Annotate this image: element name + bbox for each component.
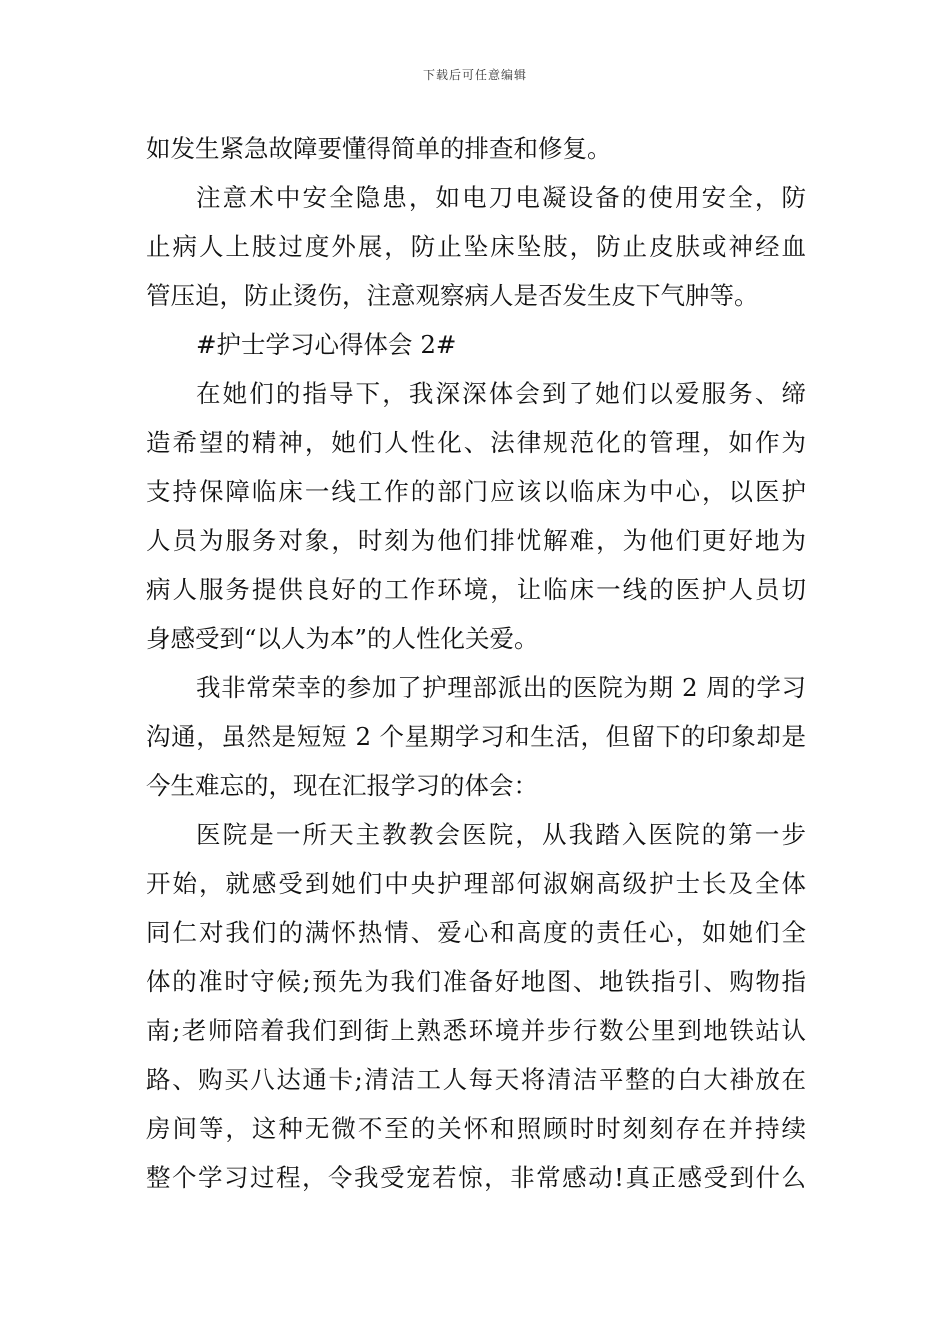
text-line: 注意术中安全隐患，如电刀电凝设备的使用安全，防: [196, 183, 806, 212]
text-line: 在她们的指导下，我深深体会到了她们以爱服务、缔: [196, 379, 806, 408]
document-body: [146, 124, 806, 1202]
page-header: 下载后可任意编辑: [422, 68, 527, 82]
text-line: 南;老师陪着我们到街上熟悉环境并步行数公里到地铁站认: [146, 1016, 806, 1045]
text-line: #护士学习心得体会 2#: [196, 330, 457, 359]
text-line: 开始，就感受到她们中央护理部何淑娴高级护士长及全体: [146, 869, 806, 898]
text-line: 管压迫，防止烫伤，注意观察病人是否发生皮下气肿等。: [146, 281, 759, 310]
text-line: 路、购买八达通卡;清洁工人每天将清洁平整的白大褂放在: [146, 1065, 806, 1094]
text-line: 医院是一所天主教教会医院，从我踏入医院的第一步: [196, 820, 806, 849]
text-line: 我非常荣幸的参加了护理部派出的医院为期 2 周的学习: [196, 673, 806, 702]
text-line: 房间等，这种无微不至的关怀和照顾时时刻刻存在并持续: [146, 1114, 806, 1143]
text-line: 身感受到“以人为本”的人性化关爱。: [146, 624, 539, 653]
text-line: 止病人上肢过度外展，防止坠床坠肢，防止皮肤或神经血: [146, 232, 806, 261]
text-line: 同仁对我们的满怀热情、爱心和高度的责任心，如她们全: [146, 918, 806, 947]
text-line: 今生难忘的，现在汇报学习的体会：: [146, 771, 538, 800]
text-line: 体的准时守候;预先为我们准备好地图、地铁指引、购物指: [146, 967, 806, 996]
text-line: 造希望的精神，她们人性化、法律规范化的管理，如作为: [146, 428, 806, 457]
text-line: 如发生紧急故障要懂得简单的排查和修复。: [146, 134, 612, 163]
text-line: 病人服务提供良好的工作环境，让临床一线的医护人员切: [146, 575, 806, 604]
text-line: 人员为服务对象，时刻为他们排忧解难，为他们更好地为: [146, 526, 806, 555]
text-line: 支持保障临床一线工作的部门应该以临床为中心，以医护: [146, 477, 806, 506]
text-line: 沟通，虽然是短短 2 个星期学习和生活，但留下的印象却是: [146, 722, 806, 751]
text-line: 整个学习过程，令我受宠若惊，非常感动!真正感受到什么: [146, 1163, 806, 1192]
